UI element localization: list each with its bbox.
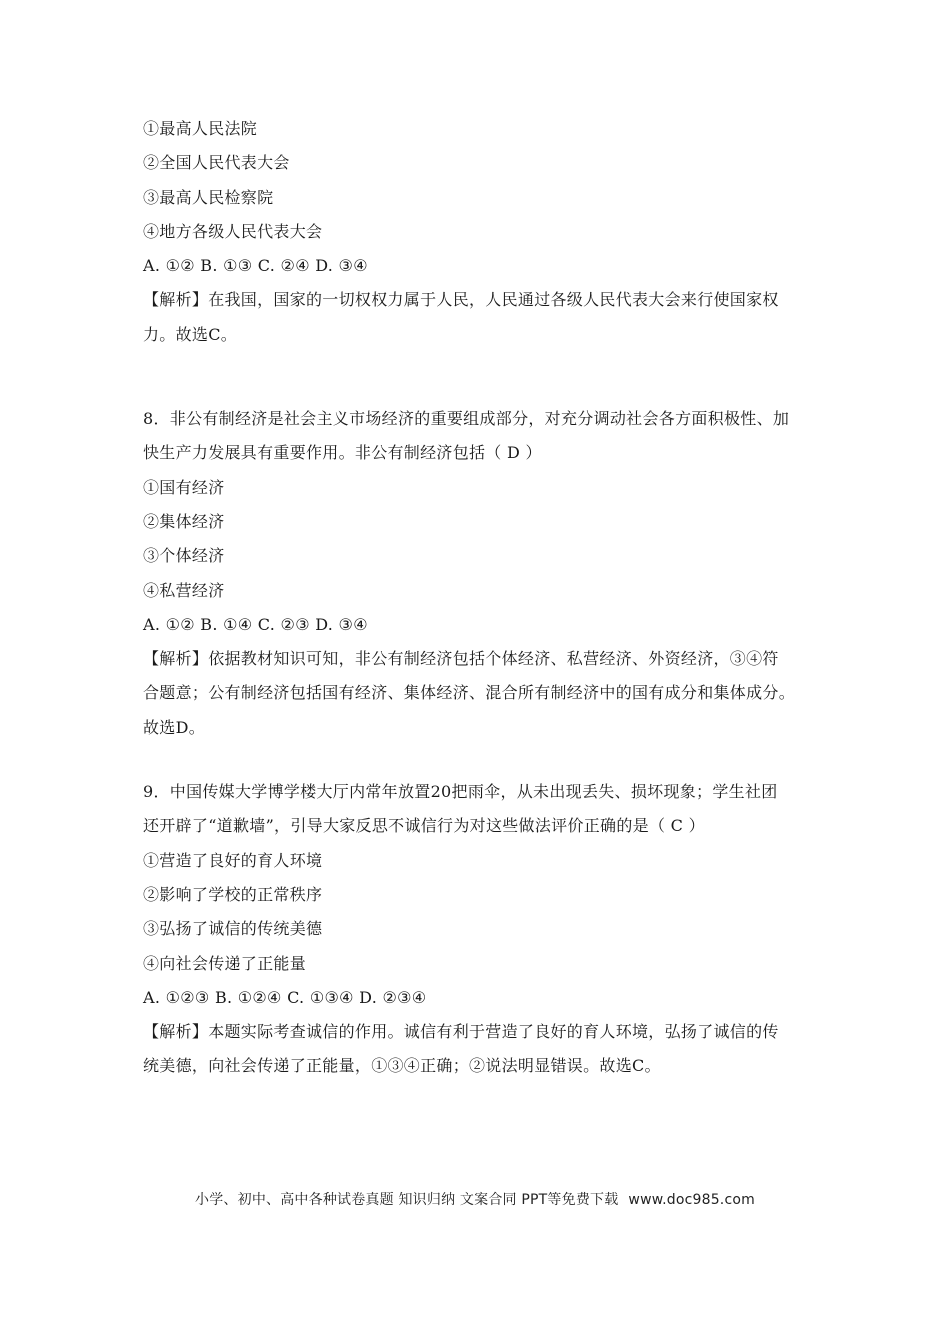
question-stem-line-1: 8．非公有制经济是社会主义市场经济的重要组成部分，对充分调动社会各方面积极性、加 xyxy=(143,409,790,429)
option-3: ③最高人民检察院 xyxy=(143,187,274,207)
answer-choices: A. ①② B. ①③ C. ②④ D. ③④ xyxy=(143,256,368,276)
page-footer xyxy=(0,1189,950,1209)
question-7 xyxy=(143,112,823,352)
analysis-line-1: 【解析】在我国，国家的一切权权力属于人民，人民通过各级人民代表大会来行使国家权 xyxy=(143,290,779,310)
option-1: ①国有经济 xyxy=(143,477,225,497)
analysis-line-3: 故选D。 xyxy=(143,717,206,737)
question-stem-line-2: 还开辟了“道歉墙”，引导大家反思不诚信行为对这些做法评价正确的是（ C ） xyxy=(143,816,705,836)
analysis-line-1: 【解析】依据教材知识可知，非公有制经济包括个体经济、私营经济、外资经济，③④符 xyxy=(143,649,779,669)
option-1: ①最高人民法院 xyxy=(143,119,258,138)
option-3: ③弘扬了诚信的传统美德 xyxy=(143,919,323,939)
question-9 xyxy=(143,775,823,1084)
analysis-line-2: 合题意；公有制经济包括国有经济、集体经济、混合所有制经济中的国有成分和集体成分。 xyxy=(143,683,796,703)
analysis-line-2: 力。故选C。 xyxy=(143,324,238,344)
option-2: ②集体经济 xyxy=(143,511,225,531)
option-2: ②全国人民代表大会 xyxy=(143,153,290,173)
analysis-line-2: 统美德，向社会传递了正能量，①③④正确；②说法明显错误。故选C。 xyxy=(143,1056,661,1076)
analysis-line-1: 【解析】本题实际考查诚信的作用。诚信有利于营造了良好的育人环境，弘扬了诚信的传 xyxy=(143,1022,779,1042)
question-stem-line-1: 9．中国传媒大学博学楼大厅内常年放置20把雨伞，从未出现丢失、损坏现象；学生社团 xyxy=(143,782,778,802)
option-4: ④私营经济 xyxy=(143,580,225,600)
option-2: ②影响了学校的正常秩序 xyxy=(143,884,323,904)
option-4: ④地方各级人民代表大会 xyxy=(143,221,323,241)
question-8 xyxy=(143,402,823,745)
option-1: ①营造了良好的育人环境 xyxy=(143,850,323,870)
footer-text: 小学、初中、高中各种试卷真题 知识归纳 文案合同 PPT等免费下载 xyxy=(195,1192,619,1208)
question-stem-line-2: 快生产力发展具有重要作用。非公有制经济包括（ D ） xyxy=(143,443,542,463)
option-4: ④向社会传递了正能量 xyxy=(143,953,307,973)
spacer xyxy=(143,352,823,402)
option-3: ③个体经济 xyxy=(143,546,225,566)
footer-url: www.doc985.com xyxy=(628,1192,755,1208)
spacer xyxy=(143,745,823,775)
answer-choices: A. ①②③ B. ①②④ C. ①③④ D. ②③④ xyxy=(143,987,427,1007)
answer-choices: A. ①② B. ①④ C. ②③ D. ③④ xyxy=(143,614,368,634)
page-content xyxy=(143,112,823,1084)
